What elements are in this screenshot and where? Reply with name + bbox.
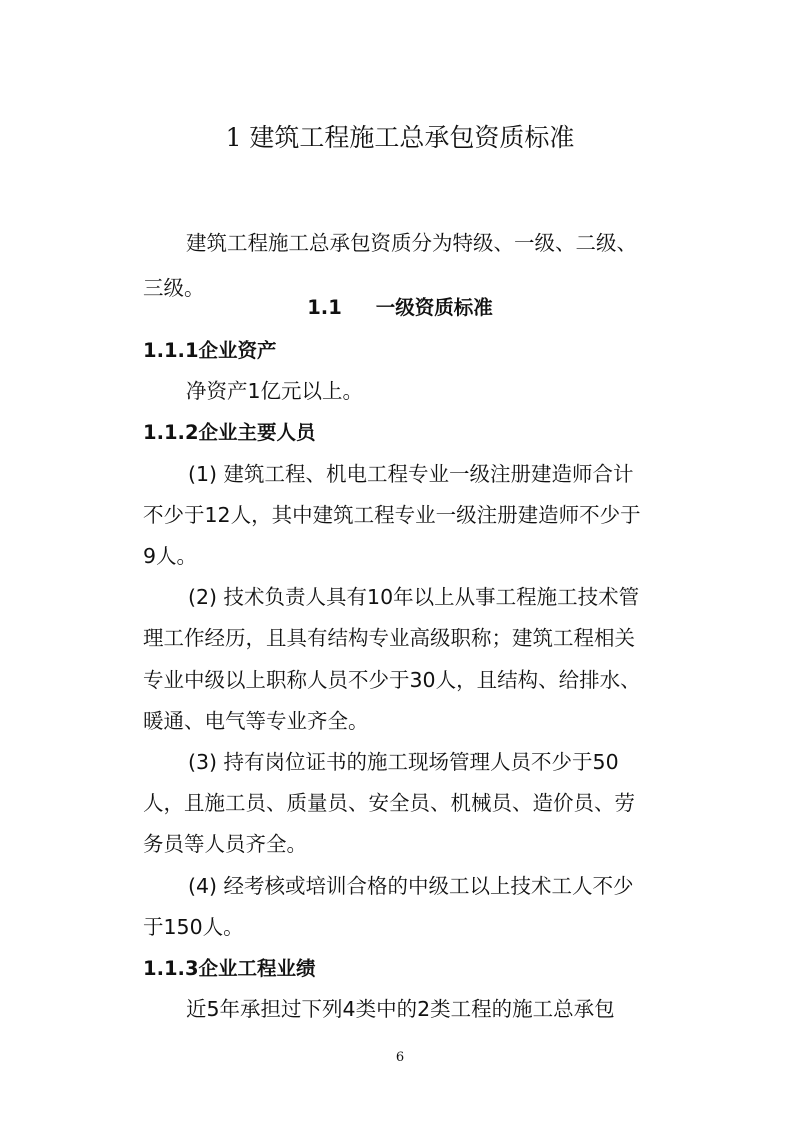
performance-text: 近5年承担过下列4类中的2类工程的施工总承包	[186, 997, 615, 1022]
document-title: 1 建筑工程施工总承包资质标准	[225, 123, 575, 152]
subsection-heading-personnel: 1.1.2企业主要人员	[143, 421, 316, 445]
section-number: 1.1	[307, 296, 342, 319]
subsection-heading-assets: 1.1.1企业资产	[143, 339, 277, 362]
personnel-item: (3) 持有岗位证书的施工现场管理人员不少于50人，且施工员、质量员、安全员、机械员、造价员、劳务员等人员齐全。	[143, 750, 635, 857]
document-body	[143, 330, 643, 1030]
section-heading	[0, 288, 800, 328]
subsection-heading-performance: 1.1.3企业工程业绩	[143, 957, 316, 981]
personnel-item: (1) 建筑工程、机电工程专业一级注册建造师合计不少于12人，其中建筑工程专业一级注册建造师不少于9人。	[143, 461, 641, 568]
personnel-item: (2) 技术负责人具有10年以上从事工程施工技术管理工作经历，且具有结构专业高级职称；建筑工程相关专业中级以上职称人员不少于30人，且结构、给排水、暖通、电气等专业齐全。	[143, 585, 641, 733]
page-number: 6	[395, 1050, 405, 1065]
section-title: 一级资质标准	[375, 296, 493, 319]
assets-text: 净资产1亿元以上。	[186, 379, 364, 404]
personnel-item: (4) 经考核或培训合格的中级工以上技术工人不少于150人。	[143, 873, 634, 939]
intro-paragraph: 建筑工程施工总承包资质分为特级、一级、二级、三级。	[143, 230, 637, 300]
